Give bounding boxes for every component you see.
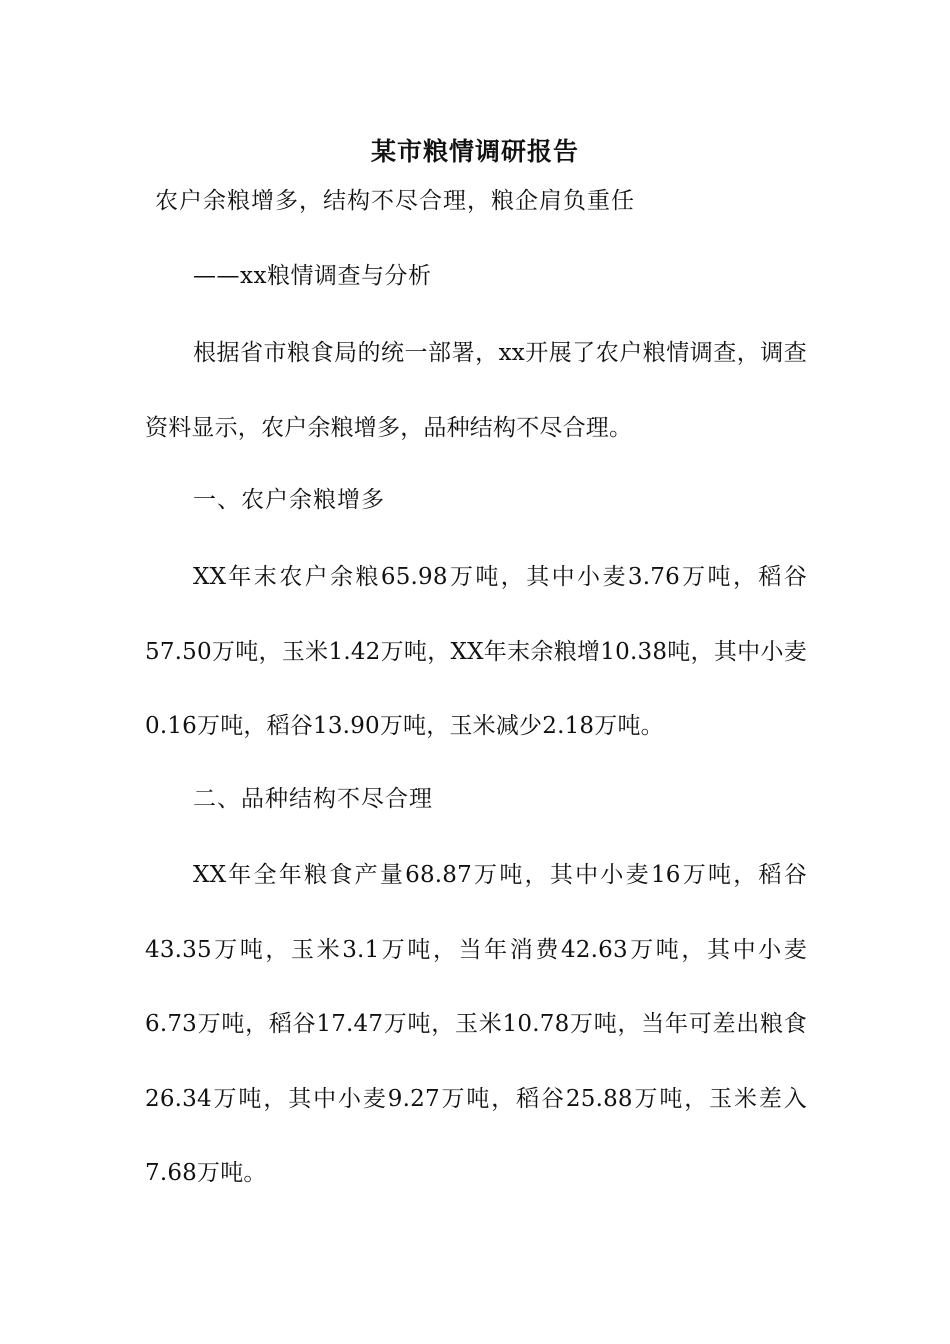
document-subtitle: 农户余粮增多，结构不尽合理，粮企肩负重任	[155, 188, 635, 214]
document-byline: ——xx粮情调查与分析	[193, 263, 432, 289]
section-1-heading: 一、农户余粮增多	[193, 487, 385, 513]
section-1-paragraph: XX年末农户余粮65.98万吨，其中小麦3.76万吨，稻谷57.50万吨，玉米1.42万吨，XX年末余粮增10.38吨，其中小麦0.16万吨，稻谷13.90万吨，玉米减少2.18万吨。	[145, 564, 807, 739]
document-title: 某市粮情调研报告	[370, 137, 579, 166]
section-2-heading: 二、品种结构不尽合理	[193, 786, 433, 812]
intro-paragraph: 根据省市粮食局的统一部署，xx开展了农户粮情调查，调查资料显示，农户余粮增多，品种结构不尽合理。	[145, 340, 807, 441]
section-2-paragraph: XX年全年粮食产量68.87万吨，其中小麦16万吨，稻谷43.35万吨，玉米3.1万吨，当年消费42.63万吨，其中小麦6.73万吨，稻谷17.47万吨，玉米10.78万吨，当年可差出粮食26.34万吨，其中小麦9.27万吨，稻谷25.88万吨，玉米差入7.68万吨。	[145, 862, 807, 1186]
